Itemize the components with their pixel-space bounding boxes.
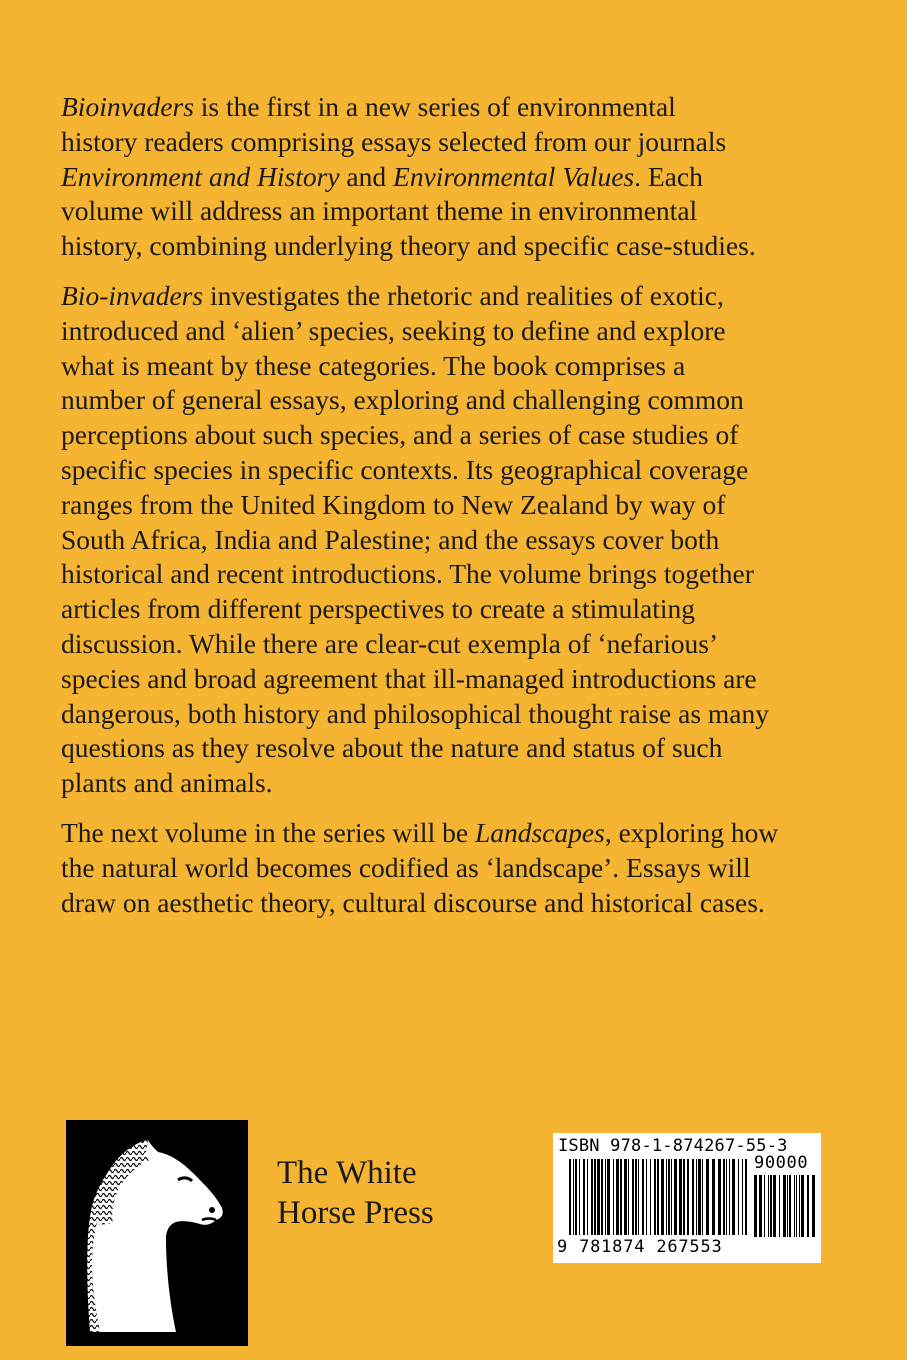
text-run: discussion. While there are clear-cut exempla of ‘nefarious’ — [61, 627, 719, 659]
barcode-bar — [683, 1159, 685, 1235]
barcode-bar — [654, 1159, 656, 1235]
barcode-bar — [687, 1159, 689, 1235]
barcode-bar — [657, 1159, 659, 1235]
barcode-bar — [712, 1159, 715, 1235]
white-horse-head-icon — [66, 1120, 248, 1346]
blurb-line — [61, 523, 846, 558]
blurb-line — [61, 886, 846, 921]
barcode-bar — [671, 1159, 672, 1235]
barcode-bar — [628, 1159, 629, 1235]
text-run: perceptions about such species, and a series of case studies of — [61, 419, 739, 451]
text-run: articles from different perspectives to create a stimulating — [61, 593, 696, 625]
italic-title: Environmental Values — [393, 160, 635, 192]
blurb-line — [61, 349, 846, 384]
text-run: South Africa, India and Palestine; and the essays cover both — [61, 523, 720, 555]
blurb-line — [61, 194, 846, 229]
barcode-bar — [812, 1175, 815, 1237]
barcode-bar — [692, 1159, 694, 1235]
barcode-bar — [787, 1175, 788, 1237]
text-run: plants and animals. — [61, 767, 273, 799]
text-run: investigates the rhetoric and realities of exotic, — [203, 279, 724, 311]
blurb-text — [61, 90, 846, 935]
barcode-bar — [635, 1159, 637, 1235]
blurb-line — [61, 90, 846, 125]
barcode-bar — [569, 1159, 571, 1235]
isbn-barcode — [553, 1133, 821, 1263]
blurb-line — [61, 851, 846, 886]
barcode-bar — [674, 1159, 677, 1235]
publisher-name-line-2: Horse Press — [277, 1195, 434, 1231]
text-run: volume will address an important theme in environmental — [61, 195, 698, 227]
text-run: The next volume in the series will be — [61, 816, 475, 848]
blurb-line — [61, 125, 846, 160]
barcode-bar — [573, 1159, 574, 1235]
blurb-line — [61, 160, 846, 195]
barcode-bar — [738, 1159, 739, 1235]
barcode-bar — [597, 1159, 600, 1235]
italic-title: Landscapes — [474, 816, 605, 848]
addon-digits: 90000 — [754, 1153, 809, 1173]
blurb-line — [61, 697, 846, 732]
barcode-bar — [779, 1175, 780, 1237]
barcode-bar — [799, 1175, 800, 1237]
barcode-bar — [646, 1159, 647, 1235]
text-run: number of general essays, exploring and challenging common — [61, 384, 744, 416]
barcode-bar — [613, 1159, 614, 1235]
barcode-bar — [773, 1175, 776, 1237]
barcode-bar — [789, 1175, 791, 1237]
text-run: ranges from the United Kingdom to New Zealand by way of — [61, 488, 726, 520]
horse-nostril — [209, 1207, 215, 1213]
barcode-bar — [726, 1159, 727, 1235]
horse-head-graphic — [66, 1120, 248, 1346]
barcode-bar — [732, 1159, 735, 1235]
text-run: and — [339, 160, 394, 192]
barcode-bar — [666, 1159, 667, 1235]
barcode-bar — [583, 1159, 585, 1235]
barcode-bar — [591, 1159, 593, 1235]
text-run: what is meant by these categories. The book comprises a — [61, 349, 686, 381]
blurb-line — [61, 662, 846, 697]
text-run: historical and recent introductions. The volume brings together — [61, 558, 754, 590]
blurb-line — [61, 766, 846, 801]
isbn-label: ISBN 978-1-874267-55-3 — [558, 1136, 788, 1156]
blurb-line — [61, 314, 846, 349]
italic-title: Bioinvaders — [61, 91, 194, 122]
italic-title: Bio-invaders — [61, 279, 204, 311]
barcode-bar — [807, 1175, 809, 1237]
barcode-bar — [607, 1159, 610, 1235]
text-run: is the first in a new series of environmental — [193, 91, 676, 122]
text-run: specific species in specific contexts. Its geographical coverage — [61, 453, 749, 485]
barcode-bar — [679, 1159, 682, 1235]
blurb-line — [61, 557, 846, 592]
barcode-bar — [616, 1159, 619, 1235]
barcode-bar — [723, 1159, 725, 1235]
text-run: history, combining underlying theory and specific case-studies. — [61, 230, 756, 262]
blurb-line — [61, 731, 846, 766]
barcode-bar — [796, 1175, 797, 1237]
text-run: dangerous, both history and philosophical thought raise as many — [61, 697, 770, 729]
text-run: species and broad agreement that ill-managed introductions are — [61, 662, 757, 694]
blurb-line — [61, 383, 846, 418]
barcode-bar — [642, 1159, 644, 1235]
text-run: , exploring how — [604, 816, 779, 848]
text-run: the natural world becomes codified as ‘landscape’. Essays will — [61, 851, 751, 883]
barcode-bar — [764, 1175, 765, 1237]
ean-digits: 9 781874 267553 — [557, 1237, 723, 1257]
blurb-line — [61, 627, 846, 662]
ean-barcode-bars — [569, 1159, 751, 1235]
blurb-line — [61, 418, 846, 453]
barcode-bar — [624, 1159, 627, 1235]
text-run: introduced and ‘alien’ species, seeking to define and explore — [61, 314, 726, 346]
blurb-line — [61, 279, 846, 314]
barcode-bar — [638, 1159, 639, 1235]
barcode-bar — [702, 1159, 703, 1235]
publisher-name — [277, 1153, 434, 1233]
text-run: questions as they resolve about the nature and status of such — [61, 732, 723, 764]
barcode-bar — [668, 1159, 670, 1235]
blurb-line — [61, 592, 846, 627]
blurb-paragraph-2 — [61, 279, 846, 801]
barcode-bar — [768, 1175, 769, 1237]
barcode-bar — [759, 1175, 762, 1237]
blurb-paragraph-3 — [61, 816, 846, 920]
barcode-bar — [745, 1159, 747, 1235]
barcode-bar — [754, 1175, 757, 1237]
addon-barcode-bars — [754, 1175, 816, 1237]
barcode-bar — [794, 1175, 795, 1237]
blurb-paragraph-1 — [61, 90, 846, 264]
text-run: . Each — [634, 160, 703, 192]
barcode-bar — [801, 1175, 804, 1237]
barcode-bar — [620, 1159, 622, 1235]
blurb-line — [61, 229, 846, 264]
barcode-bar — [729, 1159, 730, 1235]
barcode-bar — [706, 1159, 709, 1235]
text-run: history readers comprising essays selected from our journals — [61, 125, 727, 157]
barcode-bar — [661, 1159, 664, 1235]
barcode-bar — [770, 1175, 772, 1237]
barcode-bar — [650, 1159, 651, 1235]
publisher-name-line-1: The White — [277, 1155, 417, 1191]
barcode-bar — [696, 1159, 697, 1235]
blurb-line — [61, 453, 846, 488]
barcode-bar — [587, 1159, 588, 1235]
barcode-bar — [698, 1159, 701, 1235]
italic-title: Environment and History — [61, 160, 340, 192]
text-run: draw on aesthetic theory, cultural discourse and historical cases. — [61, 886, 765, 918]
barcode-bar — [632, 1159, 634, 1235]
barcode-bar — [579, 1159, 580, 1235]
barcode-bar — [783, 1175, 786, 1237]
barcode-bar — [605, 1159, 606, 1235]
barcode-bar — [742, 1159, 743, 1235]
blurb-line — [61, 488, 846, 523]
barcode-bar — [575, 1159, 577, 1235]
barcode-bar — [718, 1159, 721, 1235]
blurb-line — [61, 816, 846, 851]
barcode-bar — [594, 1159, 596, 1235]
barcode-bar — [601, 1159, 603, 1235]
